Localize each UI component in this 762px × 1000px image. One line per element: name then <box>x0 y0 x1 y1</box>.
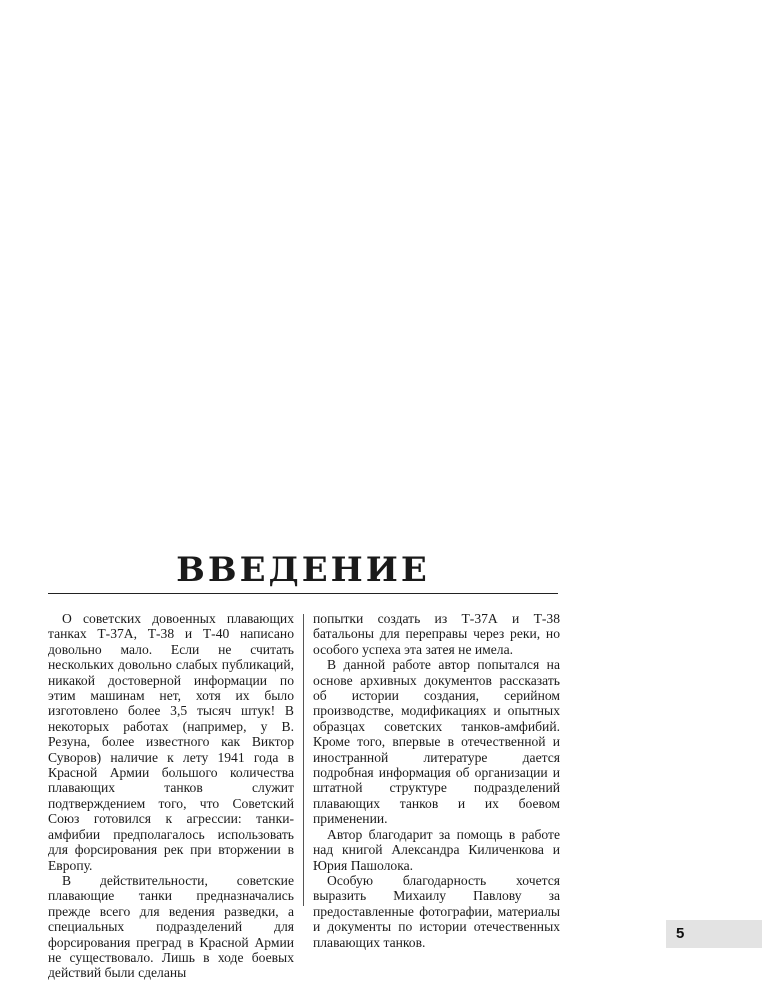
paragraph: О советских довоенных плавающих танках Т-37А, Т-38 и Т-40 написано довольно мало. Если не считать нескольких довольно слабых публикаций, никакой достоверной информации по этим машинам нет, хотя их было изготовлено более 3,5 тысяч штук! В некоторых работах (например, у В. Резуна, более известного как Виктор Суворов) наличие к лету 1941 года в Красной Армии большого количества плавающих танков служит подтверждением того, что Советский Союз готовился к агрессии: танки-амфибии предполагалось использовать для форсирования рек при вторжении в Европу. <box>48 611 294 873</box>
page-number-tab <box>666 920 762 948</box>
paragraph: В действительности, советские плавающие танки предназначались прежде всего для ведения разведки, а специальных подразделений для форсирования преград в Красной Армии не существовало. Лишь в ходе боевых действий были сделаны <box>48 872 294 981</box>
page-number: 5 <box>676 925 685 942</box>
text-column-left <box>48 611 294 981</box>
paragraph: В данной работе автор попытался на основе архивных документов рассказать об истории создания, серийном производстве, модификациях и опытных образцах советских танков-амфибий. Кроме того, впервые в отечественной и иностранной литературе дается подробная информация об организации и штатной структуре подразделений плавающих танков и их боевом применении. <box>313 657 560 827</box>
heading-rule <box>48 593 558 594</box>
chapter-heading: ВВЕДЕНИЕ <box>176 550 430 590</box>
paragraph-continued: попытки создать из Т-37А и Т-38 батальоны для переправы через реки, но особого успеха эта затея не имела. <box>313 611 560 657</box>
paragraph: Автор благодарит за помощь в работе над книгой Александра Киличенкова и Юрия Пашолока. <box>313 826 560 873</box>
column-divider <box>303 614 304 906</box>
text-column-right <box>313 611 560 950</box>
paragraph: Особую благодарность хочется выразить Михаилу Павлову за предоставленные фотографии, материалы и документы по истории отечественных плавающих танков. <box>313 872 560 950</box>
